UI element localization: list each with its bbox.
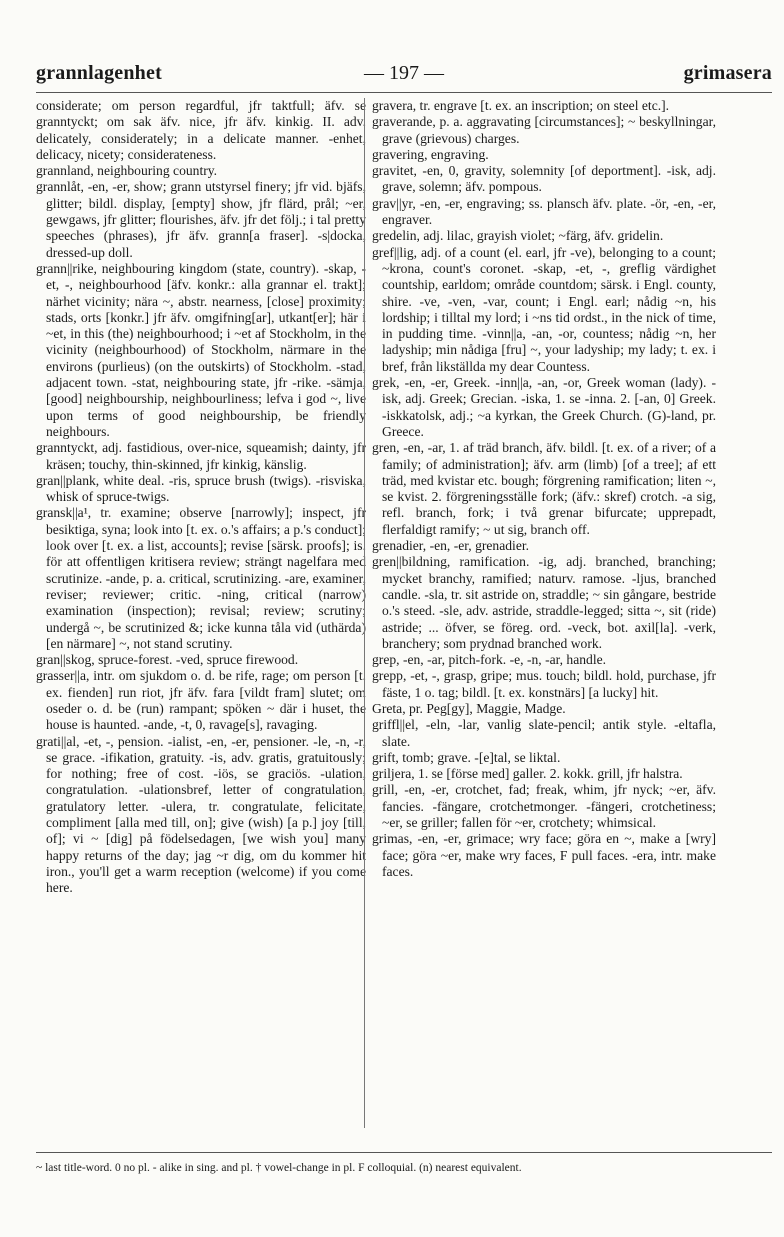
- dictionary-entry: gransk||a¹, tr. examine; observe [narrowly]; inspect, jfr besiktiga, syna; look into [t. ex. o.'s affairs; a p.'s conduct]; look over [t. ex. a list, accounts]; revise [särsk. proofs]; is. för att offentligen kritisera review; strängt nagelfara med scrutinize. -ande, p. a. critical, scrutinizing. -are, examiner, reviser; reviewer; critic. -ning, critical (narrow) examination (inspection); revisal; review; scrutiny; undergå ~, be scrutinized &; icke kunna tåla vid (uthärda) [en närmare] ~, not stand scrutiny.: [36, 505, 366, 651]
- dictionary-entry: griljera, 1. se [förse med] galler. 2. kokk. grill, jfr halstra.: [372, 766, 683, 782]
- dictionary-entry: gravera, tr. engrave [t. ex. an inscription; on steel etc.].: [372, 98, 670, 113]
- dictionary-entry: considerate; om person regardful, jfr taktfull; äfv. se granntyckt; om sak äfv. nice, jfr äfv. kinkig. II. adv. delicately, considerately; in a delicate manner. -enhet, delicacy, nicety; considerateness.: [36, 98, 366, 162]
- dictionary-entry: granntyckt, adj. fastidious, over-nice, squeamish; dainty, jfr kräsen; touchy, thin-skinned, jfr kinkig, känslig.: [36, 440, 366, 472]
- dictionary-entry: gref||lig, adj. of a count (el. earl, jfr -ve), belonging to a count; ~krona, count's coronet. -skap, -et, -, greflig värdighet countship, earldom; område countdom; särsk. i Engl. county, shire. -ve, -ven, -var, count; i Engl. earl; nådig ~n, his lordship; i tilltal my lord; i ~ns tid ordst., in the nick of time, in pudding time. -vinn||a, -an, -or, countess; nådig ~n, her ladyship; min nådiga [fru] ~, your ladyship; my lady; t. ex. i bref, från likställda my dear Countess.: [372, 244, 716, 374]
- dictionary-entry: grepp, -et, -, grasp, gripe; mus. touch; bildl. hold, purchase, jfr fäste, 1 o. tag; bildl. [t. ex. konstnärs] [a lucky] hit.: [372, 668, 716, 700]
- abbreviation-legend: ~ last title-word. 0 no pl. - alike in sing. and pl. † vowel-change in pl. F colloquial. (n) nearest equivalent.: [36, 1162, 522, 1174]
- dictionary-entry: gravitet, -en, 0, gravity, solemnity [of deportment]. -isk, adj. grave, solemn; äfv. pompous.: [372, 163, 716, 195]
- dictionary-entry: gren||bildning, ramification. -ig, adj. branched, branching; mycket branchy, ramified; naturv. ramose. -ljus, branched candle. -sla, tr. sit astride on, straddle; ~ sin gångare, bestride o.'s steed. -sle, adv. astride, straddle-legged; sitta ~, sit (ride) astride; ... öfver, se föreg. ord. -veck, bot. axil[la]. -verk, branchery; som prydnad branched work.: [372, 554, 716, 651]
- dictionary-entry: graverande, p. a. aggravating [circumstances]; ~ beskyllningar, grave (grievous) charges.: [372, 114, 716, 146]
- dictionary-entry: grill, -en, -er, crotchet, fad; freak, whim, jfr nyck; ~er, äfv. fancies. -fängare, crotchetmonger. -fängeri, crotchetiness; ~er, se griller; fallen för ~er, crotchety; whimsical.: [372, 782, 716, 831]
- dictionary-entry: griffl||el, -eln, -lar, vanlig slate-pencil; antik style. -eltafla, slate.: [372, 717, 716, 749]
- dictionary-entry: gran||skog, spruce-forest. -ved, spruce firewood.: [36, 652, 299, 668]
- right-column: [372, 98, 716, 1146]
- dictionary-entry: grannland, neighbouring country.: [36, 163, 218, 179]
- right-running-headword: grimasera: [683, 62, 772, 84]
- dictionary-entry: grimas, -en, -er, grimace; wry face; göra en ~, make a [wry] face; göra ~er, make wry faces, F pull faces. -era, intr. make faces.: [372, 831, 716, 879]
- dictionary-entry: grenadier, -en, -er, grenadier.: [372, 538, 530, 554]
- dictionary-entry: grav||yr, -en, -er, engraving; ss. plansch äfv. plate. -ör, -en, -er, engraver.: [372, 195, 716, 228]
- left-column: [36, 98, 366, 1146]
- dictionary-entry: gren, -en, -ar, 1. af träd branch, äfv. bildl. [t. ex. of a river; of a family; of administration]; äfv. arm (limb) [of a tree]; af ett träd, med kvistar etc. bough; förgrening ramification; liten ~, se kvist. 2. förgreningsställe fork; (äfv.: skref) crotch. -a sig, refl. branch, fork; i två grenar bifurcate; upprepadt, flerfaldigt ramify; ~ ut sig, branch off.: [372, 440, 716, 537]
- page-number: — 197 —: [364, 62, 444, 84]
- left-running-headword: grannlagenhet: [36, 62, 162, 84]
- dictionary-entry: gravering, engraving.: [372, 146, 489, 162]
- page-header: [36, 62, 772, 90]
- dictionary-entry: grannlåt, -en, -er, show; grann utstyrsel finery; jfr vid. bjäfs, glitter; bildl. display, [empty] show, jfr flärd, prål; ~er, gewgaws, jfr glitter; flourishes, äfv. jfr det följ.; i tal pretty speeches (phrases), jfr äfv. grann[a fraser]. -s|docka, dressed-up doll.: [36, 179, 366, 260]
- dictionary-entry: grasser||a, intr. om sjukdom o. d. be rife, rage; om person [t. ex. fienden] run riot, jfr äfv. fara [vildt fram] slutet; om oseder o. d. be (run) rampant; spöken ~ där i huset, the house is haunted. -ande, -t, 0, ravage[s], ravaging.: [36, 668, 366, 733]
- dictionary-entry: gredelin, adj. lilac, grayish violet; ~färg, äfv. gridelin.: [372, 228, 664, 244]
- dictionary-entry: gran||plank, white deal. -ris, spruce brush (twigs). -risviska, whisk of spruce-twigs.: [36, 472, 366, 505]
- dictionary-entry: grift, tomb; grave. -[e]tal, se liktal.: [372, 749, 561, 765]
- dictionary-entry: grek, -en, -er, Greek. -inn||a, -an, -or, Greek woman (lady). -isk, adj. Greek; Grecian. -iska, 1. se -inna. 2. [-an, 0] Greek. -iskkatolsk, adj.; ~a kyrkan, the Greek Church. (G)-land, pr. Greece.: [372, 375, 716, 439]
- dictionary-entry: grati||al, -et, -, pension. -ialist, -en, -er, pensioner. -le, -n, -r, se grace. -ifikation, gratuity. -is, adv. gratis, gratuitously; for nothing; free of cost. -iös, se graciös. -ulation, congratulation. -ulationsbref, letter of congratulation, gratulatory letter. -ulera, tr. congratulate, felicitate, compliment [alla med till, on]; give (wish) [a p.] joy [till, of]; vi ~ [dig] på födelsedagen, [we wish you] many happy returns of the day; jag ~r dig, om du kommer hit iron., you'll get a warm reception (welcome) if you come here.: [36, 733, 366, 896]
- header-rule: [36, 92, 772, 93]
- column-divider: [364, 98, 365, 1128]
- dictionary-entry: grep, -en, -ar, pitch-fork. -e, -n, -ar, handle.: [372, 652, 607, 668]
- footer-rule: [36, 1152, 772, 1153]
- dictionary-entry: grann||rike, neighbouring kingdom (state, country). -skap, -et, -, neighbourhood [äfv. konkr.: alla grannar el. trakt]; närhet vicinity; nära ~, abstr. nearness, [close] proximity; stads, orts [konkr.] jfr äfv. omgifning[ar], utkant[er]; här i ~et, in this (the) neighbourhood; i ~et af Stockholm, in the vicinity (neighbourhood) of Stockholm, närmare in the environs (purlieus) (on the outskirts) of Stockholm. -stad, adjacent town. -stat, neighbouring state, jfr -rike. -sämja, [good] neighbourship, neighbourliness; lefva i god ~, live upon terms of good neighbourship, be friendly neighbours.: [36, 260, 366, 439]
- dictionary-entry: Greta, pr. Peg[gy], Maggie, Madge.: [372, 700, 566, 716]
